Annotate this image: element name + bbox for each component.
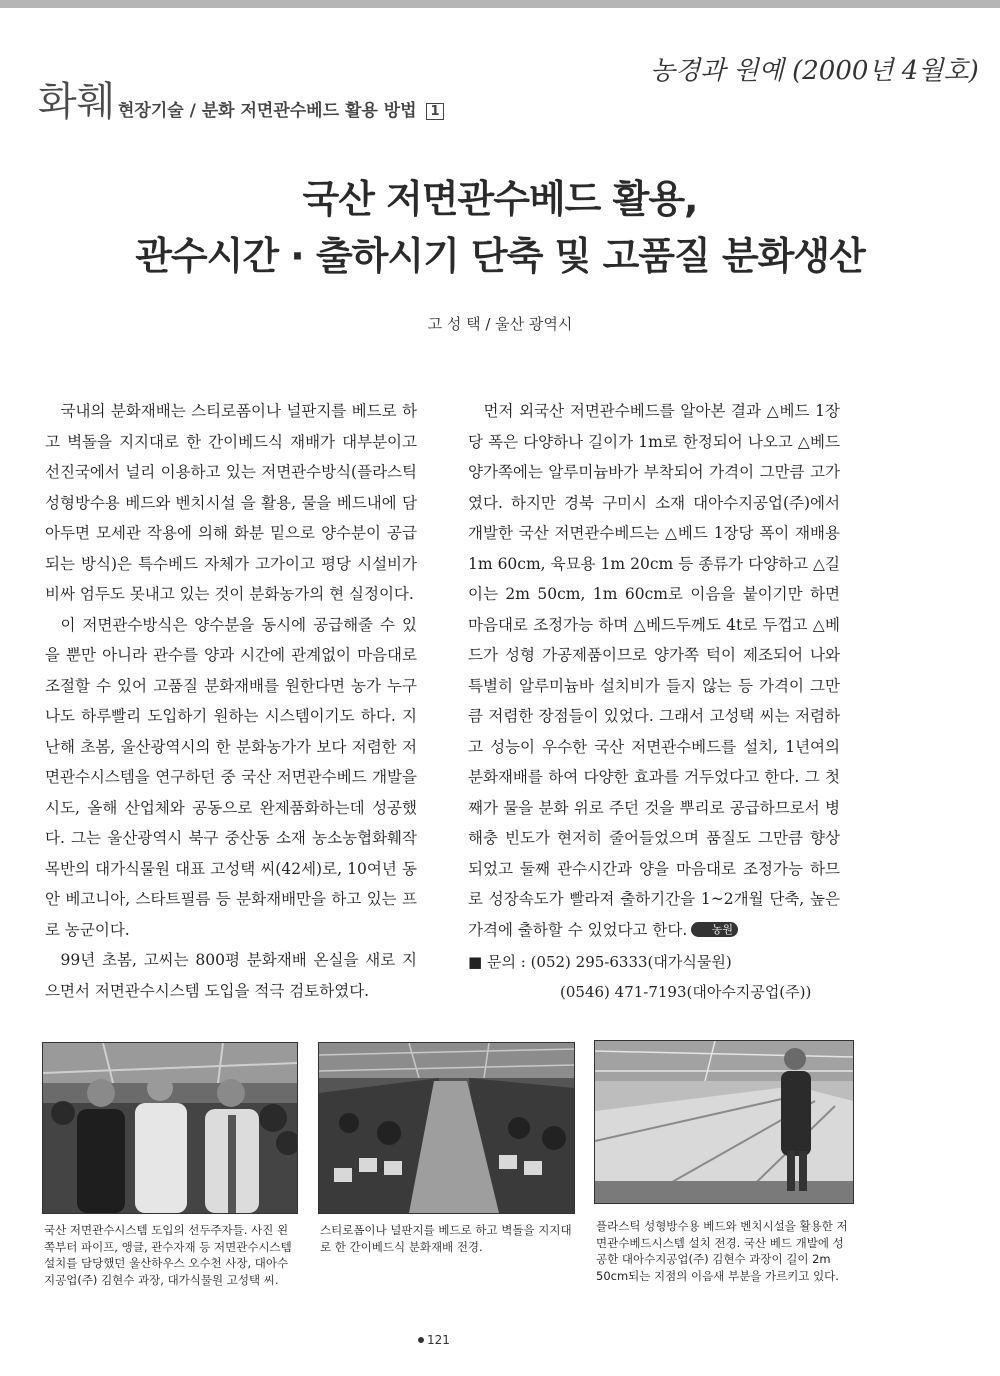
contact-phone-2: (0546) 471-7193(대아수지공업(주)) xyxy=(560,983,812,1001)
photo-caption-1: 국산 저면관수시스템 도입의 선두주자들. 사진 왼쪽부터 파이프, 앵글, 관수자재 등 저면관수시스템 설치를 담당했던 울산하우스 오수천 사장, 대아수지공업(주) 김현수 과장, 대가식물원 고성택 씨. xyxy=(44,1223,292,1287)
paragraph: 이 저면관수방식은 양수분을 동시에 공급해줄 수 있을 뿐만 아니라 관수를 양과 시간에 관계없이 마음대로 조절할 수 있어 고품질 분화재배를 원한다면 농가 누구나도 하루빨리 도입하기 원하는 시스템이기도 하다. 지난해 초봄, 울산광역시의 한 분화농가가 보다 저렴한 저면관수시스템을 연구하던 중 국산 저면관수베드 개발을 시도, 올해 산업체와 공동으로 완제품화하는데 성공했다. 그는 울산광역시 북구 중산동 소재 농소농협화훼작목반의 대가식물원 대표 고성택 씨(42세)로, 10여년 동안 베고니아, 스타트필름 등 분화재배만을 하고 있는 프로 농군이다. xyxy=(45,615,417,939)
paragraph-text: 먼저 외국산 저면관수베드를 알아본 결과 △베드 1장당 폭은 다양하나 길이가 1m로 한정되어 나오고 △베드 양가쪽에는 알루미늄바가 부착되어 가격이 그만큼 고가였다. 하지만 경북 구미시 소재 대아수지공업(주)에서 개발한 국산 저면관수베드는 △베드 1장당 폭이 재배용 1m 60cm, 육묘용 1m 20cm 등 종류가 다양하고 △길이는 2m 50cm, 1m 60cm로 이음을 붙이기만 하면 마음대로 조정가능 하며 △베드두께도 4t로 두껍고 △베드가 성형 가공제품이므로 양가쪽 턱이 제조되어 나와 특별히 알루미늄바 설치비가 들지 않는 등 가격이 그만큼 저렴한 장점들이 있었다. 그래서 고성택 씨는 저렴하고 성능이 우수한 국산 저면관수베드를 설치, 1년여의 분화재배를 하여 다양한 효과를 거두었다고 한다. 그 첫째가 물을 분화 위로 주던 것을 뿌리로 공급하므로서 병해충 빈도가 현저히 줄어들었으며 품질도 그만큼 향상되었고 둘째 관수시간과 양을 마음대로 조정가능 하므로 성장속도가 빨라져 출하기간을 1~2개월 단축, 높은 가격에 출하할 수 있었다고 한다. xyxy=(468,402,840,939)
body-column-left xyxy=(45,396,417,1006)
photo-makeshift-beds xyxy=(318,1042,575,1214)
bullet-dot-icon xyxy=(418,1337,424,1343)
page-number-text: 121 xyxy=(427,1333,450,1347)
bullet-icon: ■ xyxy=(468,953,483,971)
article-title-line2: 관수시간 · 출하시기 단축 및 고품질 분화생산 xyxy=(135,234,865,278)
series-number: 1 xyxy=(426,103,443,120)
end-mark-badge: 농원 xyxy=(691,922,738,937)
scan-top-edge xyxy=(0,0,1000,8)
section-breadcrumb xyxy=(118,96,444,121)
paragraph xyxy=(468,396,840,945)
contact-phone-1: (052) 295-6333(대가식물원) xyxy=(530,953,732,971)
author-byline: 고 성 택 / 울산 광역시 xyxy=(427,315,573,333)
body-column-right xyxy=(468,396,840,1007)
handwritten-note: 농경과 원예 (2000년 4월호) xyxy=(650,56,979,86)
paragraph: 99년 초봄, 고씨는 800평 분화재배 온실을 새로 지으면서 저면관수시스템 도입을 적극 검토하였다. xyxy=(45,951,417,1000)
photo-caption-2: 스티로폼이나 널판지를 베드로 하고 벽돌을 지지대로 한 간이베드식 분화재배 전경. xyxy=(320,1223,572,1254)
section-path: 현장기술 / 분화 저면관수베드 활용 방법 xyxy=(118,101,417,121)
photo-bench-bed-system xyxy=(594,1040,854,1204)
photo-caption-3: 플라스틱 성형방수용 베드와 벤치시설을 활용한 저면관수베드시스템 설치 전경. 국산 베드 개발에 성공한 대아수지공업(주) 김현수 과장이 길이 2m 50cm되는 지점의 이음새 부분을 가르키고 있다. xyxy=(596,1219,848,1283)
photo-three-growers xyxy=(42,1042,298,1214)
contact-line-2 xyxy=(468,977,840,1007)
contact-label: 문의 : xyxy=(486,953,526,971)
paragraph: 국내의 분화재배는 스티로폼이나 널판지를 베드로 하고 벽돌을 지지대로 한 간이베드식 재배가 대부분이고 선진국에서 널리 이용하고 있는 저면관수방식(플라스틱 성형방수용 베드와 벤치시설 을 활용, 물을 베드내에 담아두면 모세관 작용에 의해 화분 밑으로 양수분이 공급되는 방식)은 특수베드 자체가 고가이고 평당 시설비가 비싸 엄두도 못내고 있는 것이 분화농가의 현 실정이다. xyxy=(45,402,417,603)
page-number xyxy=(418,1333,450,1347)
article-title-line1: 국산 저면관수베드 활용, xyxy=(302,177,698,221)
section-logo: 화훼 xyxy=(38,79,116,125)
contact-info xyxy=(468,947,840,1007)
contact-line-1 xyxy=(468,947,840,977)
